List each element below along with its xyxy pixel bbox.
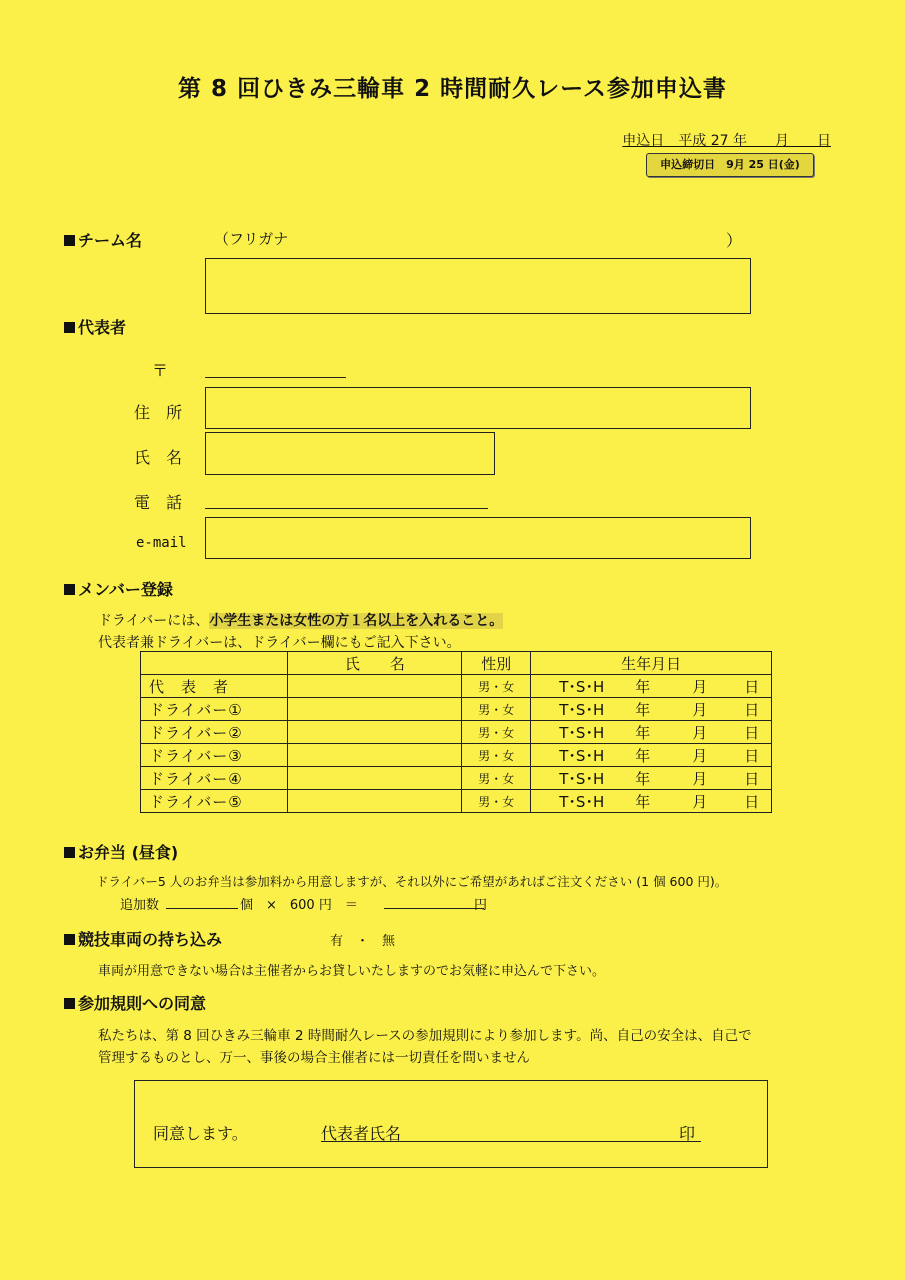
square-bullet-icon [64,998,75,1009]
table-row [141,767,772,790]
name-cell[interactable] [288,790,462,813]
furigana-close: ） [726,231,743,250]
dob-cell[interactable] [531,698,772,721]
role-cell: ドライバー① [141,698,288,721]
form-title: 第 8 回ひきみ三輪車 2 時間耐久レース参加申込書 [178,76,727,102]
bento-heading [64,840,178,863]
furigana-label: （フリガナ [214,230,289,248]
team-heading-label: チーム名 [78,231,143,250]
day-text: 日 [744,769,760,788]
sex-cell[interactable]: 男・女 [462,744,531,767]
team-name-field[interactable] [205,258,751,314]
sex-cell[interactable]: 男・女 [462,790,531,813]
members-note-2: 代表者兼ドライバーは、ドライバー欄にもご記入下さい。 [98,635,461,651]
rep-name-label: 代表者氏名 [321,1124,402,1143]
day-text: 日 [744,746,760,765]
sex-cell[interactable]: 男・女 [462,675,531,698]
month-text: 月 [692,677,708,696]
name-cell[interactable] [288,744,462,767]
member-table-header [141,652,772,675]
era-text: T･S･H [559,746,605,765]
members-note-highlight: 小学生または女性の方１名以上を入れること。 [209,613,504,629]
header-dob: 生年月日 [531,652,772,675]
role-cell: ドライバー② [141,721,288,744]
day-text: 日 [744,700,760,719]
era-text: T･S･H [559,792,605,811]
month-text: 月 [692,700,708,719]
month-text: 月 [692,792,708,811]
sex-cell[interactable]: 男・女 [462,698,531,721]
header-sex: 性別 [462,652,531,675]
month-text: 月 [692,746,708,765]
rules-line-2: 管理するものとし、万一、事後の場合主催者には一切責任を問いません [98,1050,530,1066]
day-text: 日 [744,723,760,742]
year-text: 年 [635,677,651,696]
role-cell: ドライバー④ [141,767,288,790]
dob-cell[interactable] [531,675,772,698]
era-text: T･S･H [559,723,605,742]
phone-label: 電 話 [134,493,183,512]
agree-text: 同意します。 [153,1124,248,1143]
dob-cell[interactable] [531,790,772,813]
header-blank [141,652,288,675]
members-note-1 [98,610,503,630]
role-cell: ドライバー⑤ [141,790,288,813]
square-bullet-icon [64,847,75,858]
table-row [141,744,772,767]
vehicle-heading-label: 競技車両の持ち込み [78,930,223,949]
square-bullet-icon [64,934,75,945]
rep-heading-label: 代表者 [78,318,127,337]
year-text: 年 [635,700,651,719]
rep-name-field[interactable] [205,432,495,475]
role-cell: 代 表 者 [141,675,288,698]
square-bullet-icon [64,235,75,246]
rules-heading [64,991,206,1014]
square-bullet-icon [64,584,75,595]
postal-label: 〒 [152,361,169,380]
name-label: 氏 名 [134,448,183,467]
members-heading-label: メンバー登録 [78,580,173,599]
year-text: 年 [635,746,651,765]
rules-line-1: 私たちは、第 8 回ひきみ三輪車 2 時間耐久レースの参加規則により参加します。尚、自己の安全は、自己で [98,1028,752,1044]
member-table [140,651,772,813]
dob-cell[interactable] [531,721,772,744]
day-text: 日 [744,677,760,696]
role-cell: ドライバー③ [141,744,288,767]
name-cell[interactable] [288,721,462,744]
address-label: 住 所 [134,403,183,422]
table-row [141,675,772,698]
header-name: 氏 名 [288,652,462,675]
deadline-badge: 申込締切日 9月 25 日(金) [646,153,814,177]
bento-count-field[interactable] [166,908,238,909]
table-row [141,721,772,744]
table-row [141,790,772,813]
bento-heading-label: お弁当 (昼食) [78,843,179,862]
vehicle-heading [64,927,222,950]
rep-heading [64,315,126,338]
table-row [141,698,772,721]
era-text: T･S･H [559,769,605,788]
era-text: T･S･H [559,700,605,719]
month-text: 月 [692,723,708,742]
members-note-1a: ドライバーには、 [98,613,210,629]
rules-heading-label: 参加規則への同意 [78,994,207,1013]
sex-cell[interactable]: 男・女 [462,721,531,744]
square-bullet-icon [64,322,75,333]
application-date: 申込日 平成 27 年 月 日 [622,133,831,149]
name-cell[interactable] [288,675,462,698]
vehicle-options[interactable]: 有 ・ 無 [330,934,396,949]
bento-unit-text: 個 × 600 円 ＝ [240,898,358,913]
seal-mark: 印 [679,1124,696,1143]
bento-note: ドライバー5 人のお弁当は参加料から用意しますが、それ以外にご希望があればご注文ください (1 個 600 円)。 [96,874,728,889]
year-text: 年 [635,792,651,811]
era-text: T･S･H [559,677,605,696]
year-text: 年 [635,769,651,788]
email-field[interactable] [205,517,751,559]
month-text: 月 [692,769,708,788]
bento-total-field[interactable] [384,908,484,909]
signature-field[interactable] [321,1141,701,1142]
sex-cell[interactable]: 男・女 [462,767,531,790]
name-cell[interactable] [288,767,462,790]
postal-field[interactable] [205,377,346,378]
dob-cell[interactable] [531,744,772,767]
bento-yen: 円 [474,898,488,913]
day-text: 日 [744,792,760,811]
address-field[interactable] [205,387,751,429]
year-text: 年 [635,723,651,742]
team-heading [64,228,142,251]
phone-field[interactable] [205,508,488,509]
members-heading [64,577,173,600]
name-cell[interactable] [288,698,462,721]
dob-cell[interactable] [531,767,772,790]
vehicle-note: 車両が用意できない場合は主催者からお貸しいたしますのでお気軽に申込んで下さい。 [98,964,606,979]
email-label: e-mail [136,535,187,551]
signature-box [134,1080,768,1168]
bento-extra-label: 追加数 [120,898,160,913]
